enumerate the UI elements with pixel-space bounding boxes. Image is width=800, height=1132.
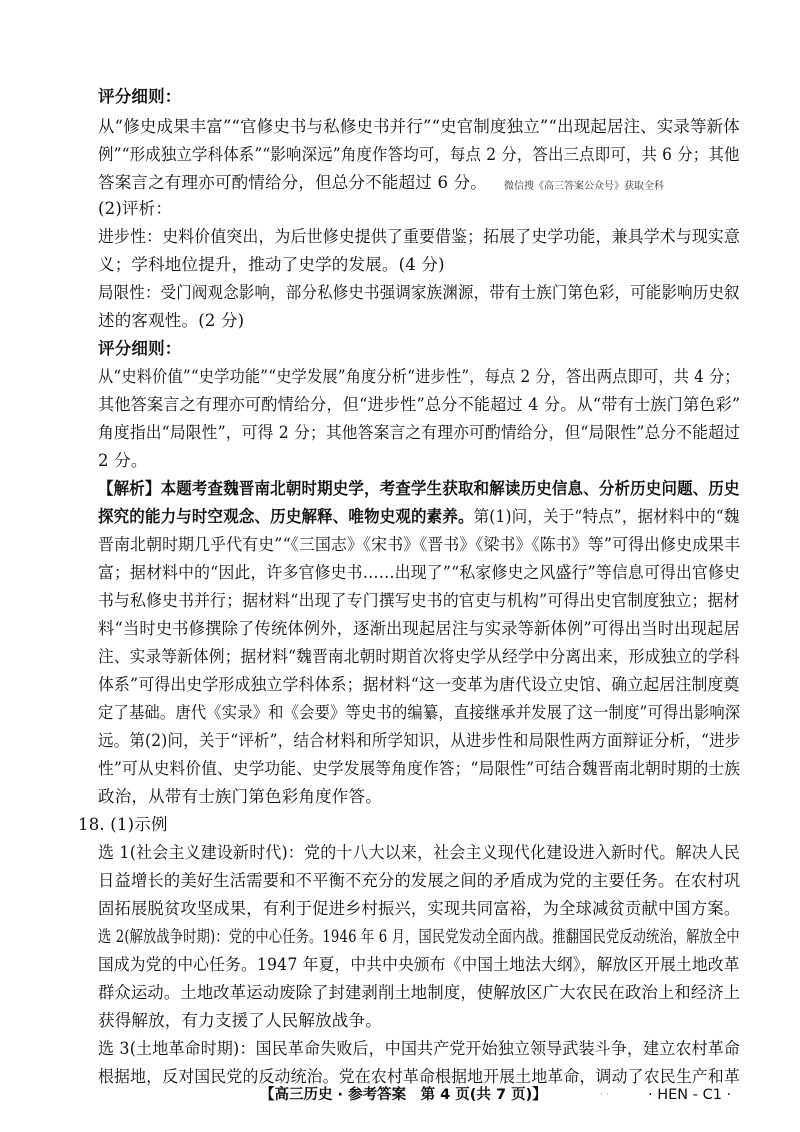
text-line: 书与私修史书并行；据材料“出现了专门撰写史书的官吏与机构”可得出史官制度独立；据材 (98, 591, 740, 610)
text-line: (2)评析： (98, 199, 173, 218)
text-line: 从“修史成果丰富”“官修史书与私修史书并行”“史官制度独立”“出现起居注、实录等新体 (98, 117, 740, 136)
text-line: 富；据材料中的“因此，许多官修史书……出现了”“私家修史之风盛行”等信息可得出官修史 (98, 563, 741, 582)
text-line: 晋南北朝时期几乎代有史”“《三国志》《宋书》《晋书》《梁书》《陈书》等”可得出修史成果丰 (98, 535, 741, 554)
footer-code: · HEN - C1 · (648, 1087, 732, 1103)
analysis-heading: 【解析】本题考查魏晋南北朝时期史学，考查学生获取和解读历史信息、分析历史问题、历史 (98, 479, 740, 498)
text-line: 性”可从史料价值、史学功能、史学发展等角度作答；“局限性”可结合魏晋南北朝时期的士族 (98, 759, 741, 778)
scoring-heading: 评分细则： (98, 339, 182, 358)
text-line: 远。第(2)问，关于“评析”，结合材料和所学知识，从进步性和局限性两方面辩证分析，“进步 (98, 731, 741, 750)
text-line: 注、实录等新体例；据材料“魏晋南北朝时期首次将史学从经学中分离出来，形成独立的学科 (98, 647, 740, 666)
text-line: 群众运动。土地改革运动废除了封建剥削土地制度，使解放区广大农民在政治上和经济上 (98, 983, 741, 1002)
text-line: 其他答案言之有理亦可酌情给分，但“进步性”总分不能超过 4 分。从“带有士族门第色彩” (98, 395, 741, 414)
scoring-heading: 评分细则： (98, 87, 182, 106)
text-line: 定了基础。唐代《实录》和《会要》等史书的编纂，直接继承并发展了这一制度”可得出影响深 (98, 703, 741, 722)
text-line: 选 1(社会主义建设新时代)：党的十八大以来，社会主义现代化建设进入新时代。解决人民 (98, 843, 741, 862)
text-line (98, 506, 740, 528)
text-line: 政治，从带有士族门第色彩角度作答。 (98, 787, 382, 806)
text-line: 进步性：史料价值突出，为后世修史提供了重要借鉴；拓展了史学功能，兼具学术与现实意 (98, 227, 741, 246)
text-line: 选 2(解放战争时期)：党的中心任务。1946 年 6 月，国民党发动全面内战。推翻国民党反动统治，解放全中 (98, 927, 740, 946)
text-line: 角度指出“局限性”，可得 2 分；其他答案言之有理亦可酌情给分，但“局限性”总分不能超过 (98, 423, 741, 442)
text-line: 选 3(土地革命时期)：国民革命失败后，中国共产党开始独立领导武装斗争，建立农村革命 (98, 1039, 741, 1058)
watermark-text: 微信搜《高三答案公众号》获取全科 (504, 181, 664, 192)
footer-mark: · · (600, 1090, 609, 1100)
analysis-text: 第(1)问，关于“特点”，据材料中的“魏 (473, 507, 740, 526)
text-line: 述的客观性。(2 分) (98, 311, 245, 330)
text-line: 国成为党的中心任务。1947 年夏，中共中央颁布《中国土地法大纲》，解放区开展土地改革 (98, 955, 740, 974)
text-line: 局限性：受门阀观念影响，部分私修史书强调家族渊源，带有士族门第色彩，可能影响历史叙 (98, 283, 740, 302)
footer-page-info: 【高三历史 · 参考答案 第 4 页(共 7 页)】 (260, 1087, 547, 1103)
text-line: 2 分。 (98, 451, 148, 470)
text-line: 日益增长的美好生活需要和不平衡不充分的发展之间的矛盾成为党的主要任务。在农村巩 (98, 871, 741, 890)
text-line: 答案言之有理亦可酌情给分，但总分不能超过 6 分。 (98, 173, 487, 192)
text-line: 根据地，反对国民党的反动统治。党在农村革命根据地开展土地革命，调动了农民生产和革 (98, 1067, 741, 1086)
text-line: 料“当时史书修撰除了传统体例外，逐渐出现起居注与实录等新体例”可得出当时出现起居 (98, 619, 740, 638)
analysis-heading-cont: 探究的能力与时空观念、历史解释、唯物史观的素养。 (98, 507, 474, 526)
text-line: 获得解放，有力支援了人民解放战争。 (98, 1011, 382, 1030)
text-line: 体系”可得出史学形成独立学科体系；据材料“这一变革为唐代设立史馆、确立起居注制度奠 (98, 675, 740, 694)
text-line: 从“史料价值”“史学功能”“史学发展”角度分析“进步性”，每点 2 分，答出两点即可，共 4 分； (98, 367, 740, 386)
text-line: 义；学科地位提升，推动了史学的发展。(4 分) (98, 255, 445, 274)
question-number: 18. (1)示例 (78, 815, 168, 834)
text-line: 例”“形成独立学科体系”“影响深远”角度作答均可，每点 2 分，答出三点即可，共 6 分；其他 (98, 145, 740, 164)
text-line: 固拓展脱贫攻坚成果，有利于促进乡村振兴，实现共同富裕，为全球减贫贡献中国方案。 (98, 899, 741, 918)
